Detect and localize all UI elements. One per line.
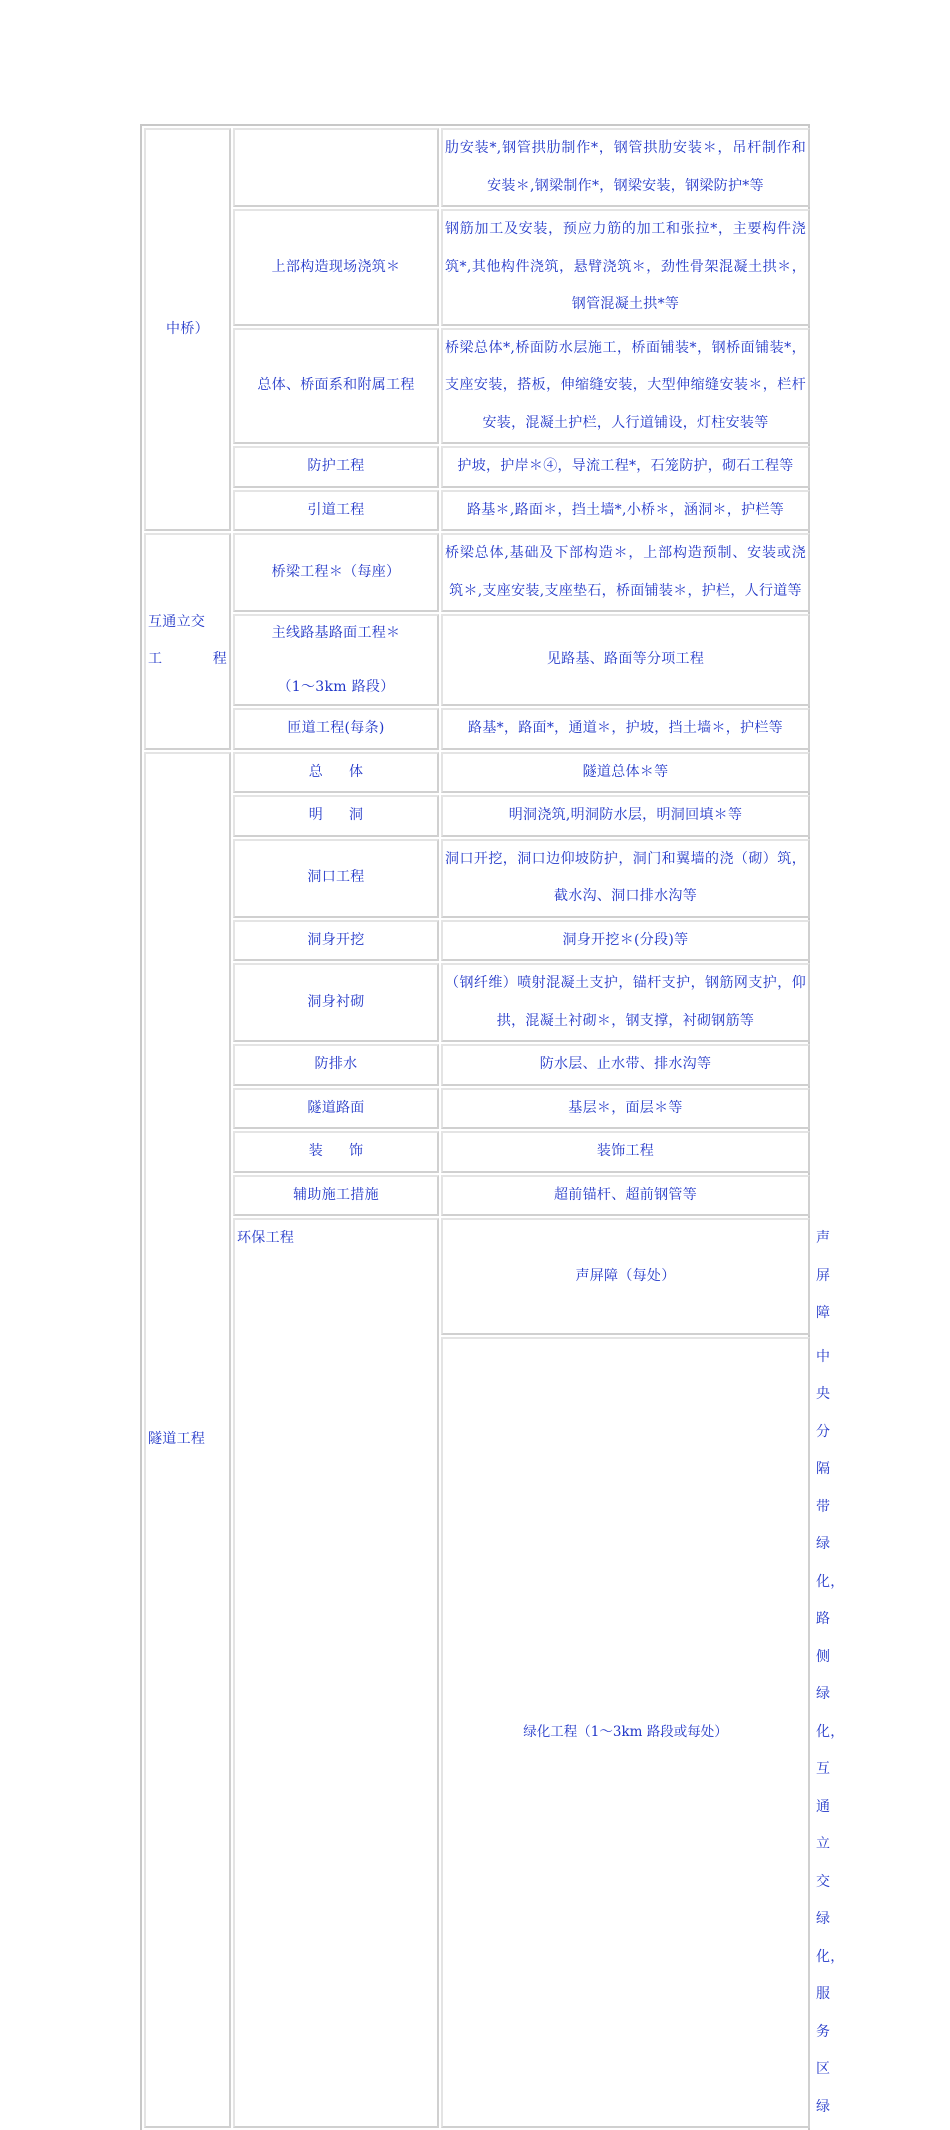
subproject-cell: 辅助施工措施 [233, 1175, 439, 1217]
table-row [144, 1175, 812, 1217]
subproject-cell: 桥梁工程＊（每座） [233, 533, 439, 612]
group-label-char: 程 [212, 651, 227, 668]
table-row [144, 614, 812, 706]
items-cell: 洞口开挖，洞口边仰坡防护，洞门和翼墙的浇（砌）筑，截水沟、洞口排水沟等 [441, 839, 810, 918]
items-cell: 防水层、止水带、排水沟等 [441, 1044, 810, 1086]
table-row [144, 963, 812, 1042]
subproject-char: 饰 [349, 1143, 364, 1159]
items-cell: 路基＊,路面＊，挡土墙*,小桥＊，涵洞＊，护栏等 [441, 490, 810, 532]
table-row [144, 752, 812, 794]
subproject-cell: 洞身开挖 [233, 920, 439, 962]
table-row [144, 839, 812, 918]
group-label-line1: 互通立交 [148, 613, 206, 630]
items-cell: 明洞浇筑,明洞防水层，明洞回填＊等 [441, 795, 810, 837]
subproject-cell: 上部构造现场浇筑＊ [233, 209, 439, 326]
group-cell-bridge: 中桥） [144, 128, 231, 531]
subproject-cell: 洞口工程 [233, 839, 439, 918]
items-cell: 桥梁总体*,桥面防水层施工，桥面铺装*，钢桥面铺装*，支座安装，搭板，伸缩缝安装，大型伸缩缝安装＊，栏杆安装，混凝土护栏，人行道铺设，灯柱安装等 [441, 328, 810, 445]
table-row [144, 533, 812, 612]
table-row [144, 708, 812, 750]
subproject-char: 装 [308, 1143, 323, 1159]
table-row [144, 1131, 812, 1173]
subproject-char: 明 [308, 807, 323, 823]
group-label-line2 [148, 641, 227, 679]
table-row: 绿化工程（1～3km 路段或每处） 中央分隔带绿化，路侧绿化，互通立交绿化，服务区绿 [144, 1337, 812, 2129]
items-cell: 肋安装*,钢管拱肋制作*，钢管拱肋安装＊，吊杆制作和安装＊,钢梁制作*，钢梁安装，钢梁防护*等 [441, 128, 810, 207]
table-row [144, 920, 812, 962]
group-cell-interchange [144, 533, 231, 750]
subproject-cell [233, 752, 439, 794]
engineering-division-table [140, 124, 845, 2130]
items-cell: 基层＊，面层＊等 [441, 1088, 810, 1130]
subproject-cell: 绿化工程（1～3km 路段或每处） [441, 1337, 810, 2129]
subproject-char: 洞 [349, 807, 364, 823]
items-cell: 超前锚杆、超前钢管等 [441, 1175, 810, 1217]
table-row [144, 328, 812, 445]
spacer [237, 647, 435, 674]
subproject-char: 总 [308, 763, 323, 780]
subproject-cell [233, 1131, 439, 1173]
items-cell: 洞身开挖＊(分段)等 [441, 920, 810, 962]
table-row [144, 209, 812, 326]
items-cell: 路基*，路面*，通道＊，护坡，挡土墙＊，护栏等 [441, 708, 810, 750]
group-cell-tunnel: 隧道工程 [144, 752, 231, 2129]
items-cell: 护坡，护岸＊④，导流工程*，石笼防护，砌石工程等 [441, 446, 810, 488]
subproject-cell: 洞身衬砌 [233, 963, 439, 1042]
items-cell: 桥梁总体,基础及下部构造＊，上部构造预制、安装或浇筑＊,支座安装,支座垫石，桥面铺装＊，护栏，人行道等 [441, 533, 810, 612]
subproject-cell: 防排水 [233, 1044, 439, 1086]
group-label-char: 工 [148, 651, 163, 668]
table-row [144, 490, 812, 532]
table-row [144, 1088, 812, 1130]
subproject-cell [233, 795, 439, 837]
subproject-char: 体 [349, 763, 364, 780]
table-row: 环保工程 声屏障（每处） 声屏障 [144, 1218, 812, 1335]
subproject-cell: 隧道路面 [233, 1088, 439, 1130]
subproject-cell [233, 128, 439, 207]
items-cell: 钢筋加工及安装，预应力筋的加工和张拉*，主要构件浇筑*,其他构件浇筑，悬臂浇筑＊，劲性骨架混凝土拱＊，钢管混凝土拱*等 [441, 209, 810, 326]
subproject-cell: 总体、桥面系和附属工程 [233, 328, 439, 445]
table-row [144, 446, 812, 488]
table-row [144, 128, 812, 207]
subproject-cell: 声屏障（每处） [441, 1218, 810, 1335]
subproject-cell: 防护工程 [233, 446, 439, 488]
subproject-cell: 引道工程 [233, 490, 439, 532]
subproject-line1: 主线路基路面工程＊ [271, 624, 401, 641]
items-cell: （钢纤维）喷射混凝土支护，锚杆支护，钢筋网支护，仰拱，混凝土衬砌＊，钢支撑，衬砌钢筋等 [441, 963, 810, 1042]
subproject-cell [233, 614, 439, 706]
subproject-line2: （1～3km 路段） [277, 678, 395, 695]
items-cell: 见路基、路面等分项工程 [441, 614, 810, 706]
items-cell: 隧道总体＊等 [441, 752, 810, 794]
table-row [144, 795, 812, 837]
table-row [144, 1044, 812, 1086]
group-cell-env: 环保工程 [233, 1218, 439, 2128]
items-cell: 装饰工程 [441, 1131, 810, 1173]
subproject-cell: 匝道工程(每条) [233, 708, 439, 750]
